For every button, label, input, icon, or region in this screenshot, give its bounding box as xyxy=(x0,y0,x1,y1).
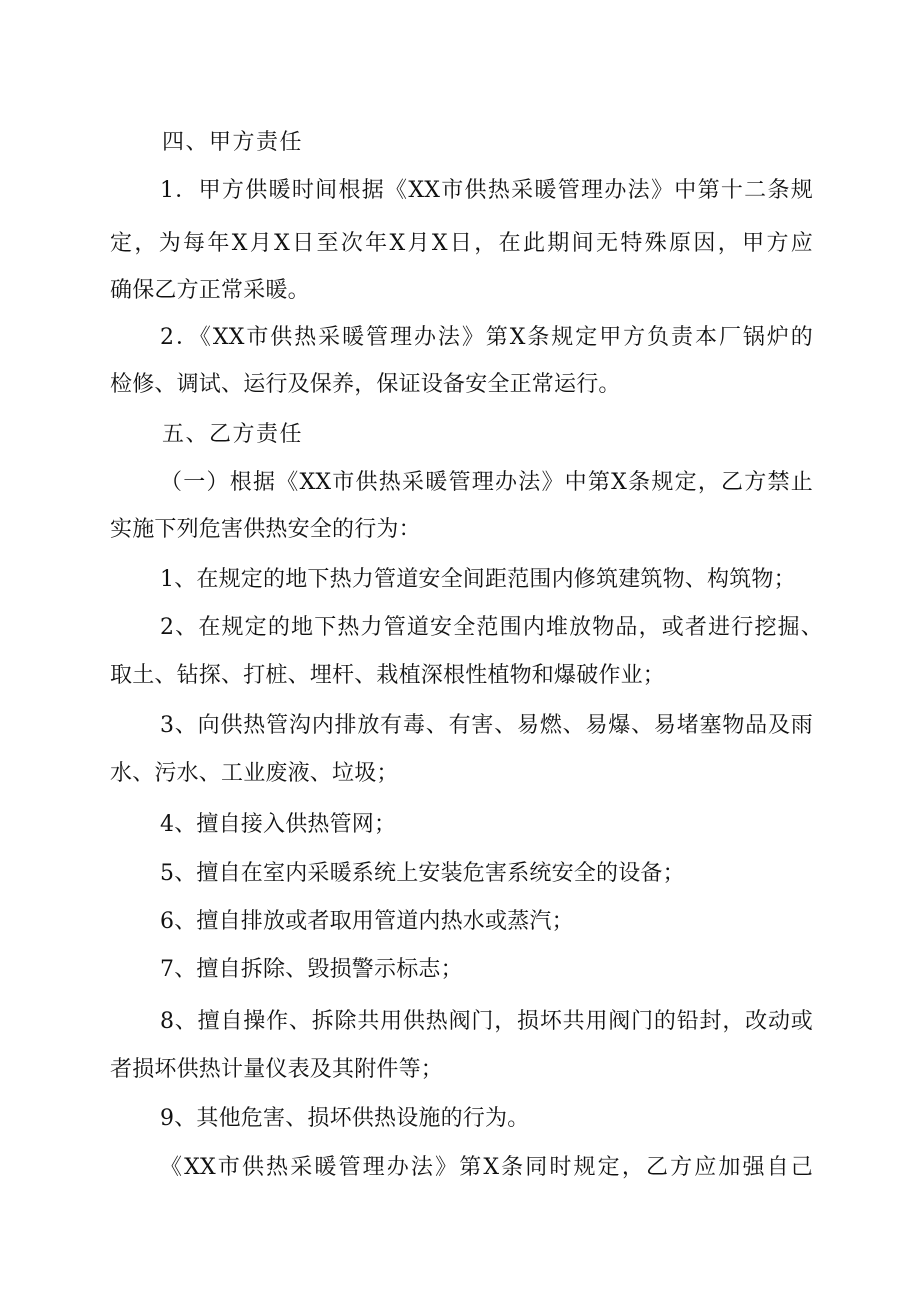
paragraph-line: 《XX市供热采暖管理办法》第X条同时规定，乙方应加强自己 xyxy=(160,1155,813,1180)
list-item: 9、其他危害、损坏供热设施的行为。 xyxy=(160,1106,530,1131)
list-item: 1、在规定的地下热力管道安全间距范围内修筑建筑物、构筑物； xyxy=(160,567,796,592)
list-item: 7、擅自拆除、毁损警示标志； xyxy=(160,957,463,982)
paragraph-line: 检修、调试、运行及保养，保证设备安全正常运行。 xyxy=(110,372,621,397)
paragraph-line: 2．《XX市供热采暖管理办法》第X条规定甲方负责本厂锅炉的 xyxy=(160,325,813,350)
list-item: 3、向供热管沟内排放有毒、有害、易燃、易爆、易堵塞物品及雨 xyxy=(160,713,813,738)
list-item-continuation: 者损坏供热计量仪表及其附件等； xyxy=(110,1057,444,1082)
paragraph-line: （一）根据《XX市供热采暖管理办法》中第X条规定，乙方禁止 xyxy=(160,470,813,495)
paragraph-line: 确保乙方正常采暖。 xyxy=(110,278,310,303)
list-item: 5、擅自在室内采暖系统上安装危害系统安全的设备； xyxy=(160,861,685,886)
list-item-continuation: 取土、钻探、打桩、埋杆、栽植深根性植物和爆破作业； xyxy=(110,663,666,688)
paragraph-line: 1．甲方供暖时间根据《XX市供热采暖管理办法》中第十二条规 xyxy=(160,178,813,203)
section-heading-party-b: 五、乙方责任 xyxy=(162,422,304,447)
list-item: 8、擅自操作、拆除共用供热阀门，损坏共用阀门的铅封，改动或 xyxy=(160,1009,813,1034)
list-item-continuation: 水、污水、工业废液、垃圾； xyxy=(110,761,399,786)
list-item: 4、擅自接入供热管网； xyxy=(160,812,397,837)
section-heading-party-a: 四、甲方责任 xyxy=(162,130,304,155)
paragraph-line: 定，为每年X月X日至次年X月X日，在此期间无特殊原因，甲方应 xyxy=(110,231,813,256)
list-item: 6、擅自排放或者取用管道内热水或蒸汽； xyxy=(160,909,574,934)
list-item: 2、在规定的地下热力管道安全范围内堆放物品，或者进行挖掘、 xyxy=(160,615,823,640)
paragraph-line: 实施下列危害供热安全的行为： xyxy=(110,517,421,542)
